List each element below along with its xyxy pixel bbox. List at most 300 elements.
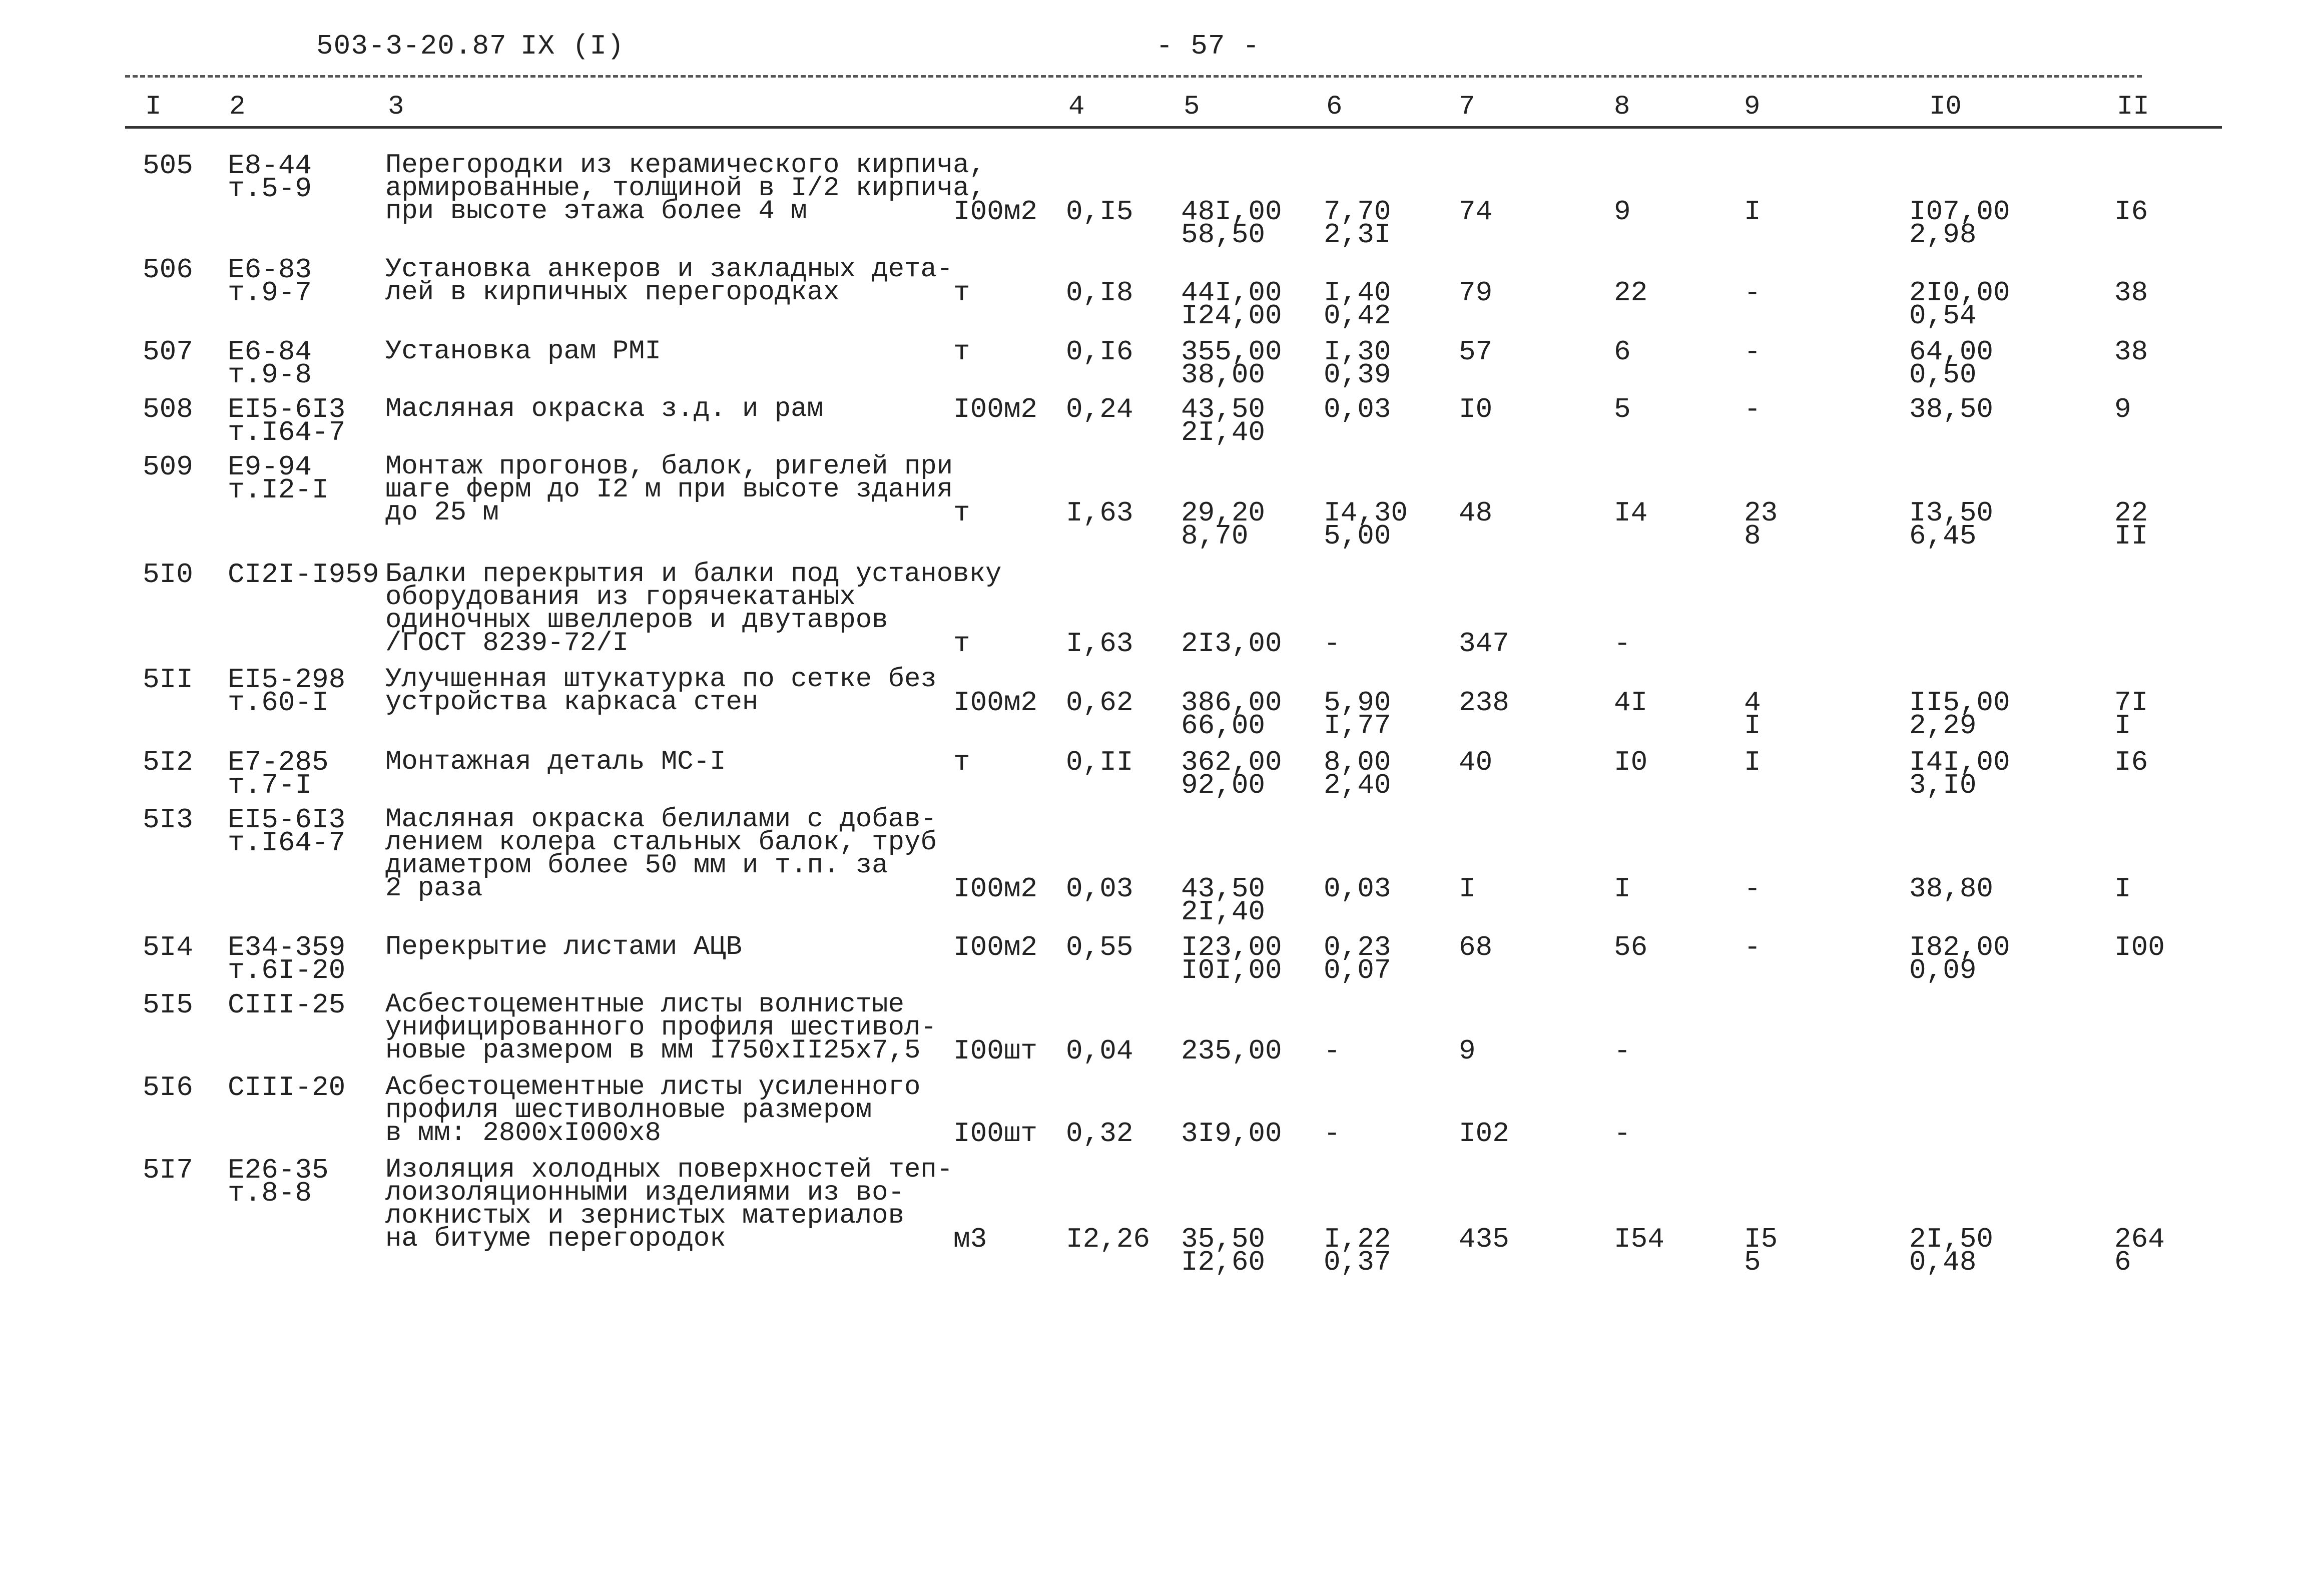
col-header-2: 2 (229, 92, 246, 122)
norm-code-line: т.I2-I (228, 474, 329, 506)
work-description-line: локнистых и зернистых материалов (385, 1201, 904, 1231)
work-description (385, 451, 953, 528)
col6-value-line: I,30 (1324, 336, 1391, 368)
col10-value (1909, 336, 1994, 391)
col11-value (2114, 931, 2165, 963)
norm-code-line: EI5-6I3 (228, 393, 346, 425)
col6-value (1324, 1035, 1341, 1067)
norm-code (228, 989, 346, 1021)
work-description (385, 989, 937, 1066)
col10-value-line: 0,09 (1909, 954, 1977, 986)
col9-value-line: I (1744, 196, 1761, 228)
col10-value-line: I3,50 (1909, 497, 1994, 529)
work-description-line: /ГОСТ 8239-72/I (385, 628, 629, 659)
col8-value: I54 (1614, 1223, 1664, 1255)
col5-value-line: 3I9,00 (1181, 1118, 1282, 1150)
col10-value-line: 2I,50 (1909, 1223, 1994, 1255)
col5-value-line: 29,20 (1181, 497, 1266, 529)
col7-value: I02 (1459, 1118, 1509, 1150)
section-label: IX (I) (520, 30, 625, 62)
col5-value-line: 43,50 (1181, 393, 1266, 425)
unit: т (953, 497, 970, 529)
col10-value-line: 38,50 (1909, 393, 1994, 425)
row-number: 5II (143, 664, 193, 696)
work-description-line: до 25 м (385, 497, 499, 528)
work-description (385, 336, 661, 367)
work-description-line: Асбестоцементные листы волнистые (385, 989, 904, 1020)
work-description-line: Масляная окраска белилами с добав- (385, 804, 937, 835)
work-description (385, 254, 953, 308)
col6-value-line: 0,37 (1324, 1246, 1391, 1278)
norm-code-line: E7-285 (228, 746, 329, 778)
norm-code-line: EI5-298 (228, 664, 346, 696)
col9-value (1744, 931, 1761, 963)
norm-code (228, 336, 312, 391)
col5-value-line: 38,00 (1181, 359, 1266, 391)
row-number: 509 (143, 451, 193, 483)
norm-code (228, 1072, 346, 1104)
col9-value (1744, 746, 1761, 778)
col10-value-line: 0,54 (1909, 300, 1977, 332)
col6-value (1324, 628, 1341, 660)
col11-value-line: 6 (2114, 1246, 2131, 1278)
work-description-line: оборудования из горячекатаных (385, 582, 856, 613)
work-description-line: диаметром более 50 мм и т.п. за (385, 850, 888, 881)
col9-value (1744, 687, 1761, 742)
work-description-line: Установка анкеров и закладных дета- (385, 254, 953, 285)
work-description-line: Монтаж прогонов, балок, ригелей при (385, 451, 953, 482)
norm-code-line: т.8-8 (228, 1177, 312, 1209)
quantity: 0,03 (1066, 873, 1133, 905)
col7-value: 68 (1459, 931, 1493, 963)
quantity: 0,24 (1066, 393, 1133, 425)
col-header-11: II (2117, 92, 2149, 122)
col11-value-line: 9 (2114, 393, 2131, 425)
unit: I00шт (953, 1035, 1038, 1067)
col8-value: 56 (1614, 931, 1648, 963)
col10-value (1909, 687, 2010, 742)
col5-value-line: 92,00 (1181, 769, 1266, 801)
col6-value-line: 7,70 (1324, 196, 1391, 228)
col5-value-line: 58,50 (1181, 219, 1266, 251)
col5-value-line: 35,50 (1181, 1223, 1266, 1255)
col9-value-line: - (1744, 277, 1761, 309)
row-number: 507 (143, 336, 193, 368)
col9-value (1744, 1223, 1778, 1278)
col5-value-line: 43,50 (1181, 873, 1266, 905)
col8-value: I0 (1614, 746, 1648, 778)
col5-value (1181, 746, 1282, 801)
row-number: 508 (143, 393, 193, 425)
col5-value-line: 2I,40 (1181, 896, 1266, 928)
col6-value-line: 5,90 (1324, 687, 1391, 719)
col6-value (1324, 687, 1391, 742)
quantity: 0,62 (1066, 687, 1133, 719)
norm-code-line: EI5-6I3 (228, 804, 346, 836)
page-number: - 57 - (1156, 30, 1260, 62)
col5-value (1181, 1035, 1282, 1067)
col5-value-line: 2I3,00 (1181, 628, 1282, 660)
col6-value-line: 0,07 (1324, 954, 1391, 986)
col11-value-line: I (2114, 873, 2131, 905)
col7-value: 40 (1459, 746, 1493, 778)
col7-value: 9 (1459, 1035, 1476, 1067)
unit: I00м2 (953, 687, 1038, 719)
work-description-line: унифицированного профиля шестивол- (385, 1012, 937, 1043)
col11-value-line: I00 (2114, 931, 2165, 963)
header-bottom-rule (125, 126, 2222, 129)
col11-value (2114, 196, 2148, 228)
col10-value-line: II5,00 (1909, 687, 2010, 719)
quantity: 0,II (1066, 746, 1133, 778)
col5-value-line: I24,00 (1181, 300, 1282, 332)
quantity: 0,I6 (1066, 336, 1133, 368)
col5-value (1181, 687, 1282, 742)
work-description-line: лением колера стальных балок, труб (385, 827, 937, 858)
col6-value-line: - (1324, 1118, 1341, 1150)
quantity: 0,04 (1066, 1035, 1133, 1067)
col10-value-line: I82,00 (1909, 931, 2010, 963)
col6-value-line: 0,03 (1324, 873, 1391, 905)
norm-code-line: E34-359 (228, 931, 346, 963)
norm-code-line: т.5-9 (228, 173, 312, 205)
col5-value-line: 386,00 (1181, 687, 1282, 719)
norm-code (228, 804, 346, 859)
col5-value-line: 8,70 (1181, 520, 1249, 552)
col8-value: 4I (1614, 687, 1648, 719)
work-description-line: Перегородки из керамического кирпича, (385, 150, 985, 181)
col6-value (1324, 1223, 1391, 1278)
norm-code-line: т.I64-7 (228, 827, 346, 859)
row-number: 5I5 (143, 989, 193, 1021)
row-number: 505 (143, 150, 193, 182)
col8-value: - (1614, 1035, 1631, 1067)
col7-value: 74 (1459, 196, 1493, 228)
quantity: I2,26 (1066, 1223, 1150, 1255)
norm-code (228, 150, 312, 205)
col6-value-line: 5,00 (1324, 520, 1391, 552)
col10-value (1909, 1223, 1994, 1278)
work-description-line: Асбестоцементные листы усиленного (385, 1072, 921, 1103)
unit: I00м2 (953, 873, 1038, 905)
col5-value-line: 362,00 (1181, 746, 1282, 778)
col6-value (1324, 873, 1391, 905)
col5-value-line: 48I,00 (1181, 196, 1282, 228)
unit: т (953, 277, 970, 309)
col5-value (1181, 931, 1282, 986)
col9-value-line: 5 (1744, 1246, 1761, 1278)
work-description (385, 559, 1002, 660)
unit: I00шт (953, 1118, 1038, 1150)
col10-value-line: 6,45 (1909, 520, 1977, 552)
row-number: 5I6 (143, 1072, 193, 1104)
work-description-line: Улучшенная штукатурка по сетке без (385, 664, 937, 695)
norm-code-line: т.7-I (228, 769, 312, 801)
col7-value: I0 (1459, 393, 1493, 425)
unit: I00м2 (953, 393, 1038, 425)
quantity: 0,I8 (1066, 277, 1133, 309)
col11-value-line: 7I (2114, 687, 2148, 719)
col9-value-line: I (1744, 746, 1761, 778)
col6-value (1324, 1118, 1341, 1150)
col6-value-line: 8,00 (1324, 746, 1391, 778)
quantity: 0,I5 (1066, 196, 1133, 228)
norm-code-line: E26-35 (228, 1154, 329, 1186)
col9-value-line: 23 (1744, 497, 1778, 529)
col9-value (1744, 336, 1761, 368)
col11-value-line: II (2114, 520, 2148, 552)
col11-value-line: I6 (2114, 746, 2148, 778)
col5-value-line: I2,60 (1181, 1246, 1266, 1278)
col6-value (1324, 196, 1391, 251)
col6-value-line: 2,3I (1324, 219, 1391, 251)
col9-value (1744, 873, 1761, 905)
work-description-line: 2 раза (385, 873, 483, 904)
norm-code-line: т.I64-7 (228, 416, 346, 448)
col5-value-line: 66,00 (1181, 710, 1266, 742)
unit: м3 (953, 1223, 987, 1255)
row-number: 5I3 (143, 804, 193, 836)
col5-value (1181, 336, 1282, 391)
col6-value-line: - (1324, 1035, 1341, 1067)
col6-value-line: 0,39 (1324, 359, 1391, 391)
work-description (385, 394, 823, 424)
col8-value: 22 (1614, 277, 1648, 309)
unit: т (953, 336, 970, 368)
col11-value-line: 22 (2114, 497, 2148, 529)
col7-value: 347 (1459, 628, 1509, 660)
col6-value-line: 0,42 (1324, 300, 1391, 332)
col11-value (2114, 1223, 2165, 1278)
col10-value (1909, 497, 1994, 552)
col10-value-line: I07,00 (1909, 196, 2010, 228)
col9-value-line: - (1744, 393, 1761, 425)
work-description (385, 932, 742, 962)
col7-value: 238 (1459, 687, 1509, 719)
col5-value (1181, 1223, 1266, 1278)
col5-value (1181, 497, 1266, 552)
row-number: 506 (143, 254, 193, 286)
norm-code (228, 1154, 329, 1209)
col-header-5: 5 (1184, 92, 1200, 122)
col5-value (1181, 277, 1282, 332)
header-top-rule (125, 75, 2142, 78)
col9-value-line: - (1744, 336, 1761, 368)
col11-value (2114, 277, 2148, 309)
unit: I00м2 (953, 931, 1038, 963)
work-description-line: на битуме перегородок (385, 1224, 726, 1254)
work-description (385, 747, 726, 777)
col7-value: 57 (1459, 336, 1493, 368)
norm-code (228, 451, 329, 506)
col7-value: 79 (1459, 277, 1493, 309)
col-header-3: 3 (388, 92, 404, 122)
col5-value (1181, 393, 1266, 448)
work-description-line: лоизоляционными изделиями из во- (385, 1178, 904, 1208)
work-description-line: Перекрытие листами АЦВ (385, 932, 742, 962)
norm-code (228, 746, 329, 801)
work-description-line: лей в кирпичных перегородках (385, 277, 840, 308)
col-header-10: I0 (1929, 92, 1962, 122)
col7-value: 48 (1459, 497, 1493, 529)
col-header-9: 9 (1744, 92, 1761, 122)
col9-value-line: 8 (1744, 520, 1761, 552)
col8-value: I4 (1614, 497, 1648, 529)
col8-value: 6 (1614, 336, 1631, 368)
col9-value (1744, 196, 1761, 228)
work-description-line: Масляная окраска з.д. и рам (385, 394, 823, 424)
col8-value: - (1614, 628, 1631, 660)
norm-code-line: E9-94 (228, 451, 312, 483)
col9-value (1744, 277, 1761, 309)
col11-value-line: I (2114, 710, 2131, 742)
norm-code-line: т.60-I (228, 687, 329, 719)
col7-value: I (1459, 873, 1476, 905)
col6-value-line: 0,23 (1324, 931, 1391, 963)
col10-value (1909, 873, 1994, 905)
col11-value (2114, 687, 2148, 742)
col11-value (2114, 746, 2148, 778)
col6-value (1324, 931, 1391, 986)
work-description-line: в мм: 2800xI000x8 (385, 1118, 661, 1149)
unit: I00м2 (953, 196, 1038, 228)
quantity: 0,55 (1066, 931, 1133, 963)
norm-code (228, 931, 346, 986)
col8-value: 9 (1614, 196, 1631, 228)
work-description (385, 150, 985, 227)
col9-value (1744, 497, 1778, 552)
col6-value (1324, 393, 1391, 425)
col10-value (1909, 393, 1994, 425)
col7-value: 435 (1459, 1223, 1509, 1255)
col9-value-line: - (1744, 873, 1761, 905)
work-description-line: устройства каркаса стен (385, 687, 759, 718)
col6-value-line: 0,03 (1324, 393, 1391, 425)
col10-value-line: 2,29 (1909, 710, 1977, 742)
col5-value-line: 2I,40 (1181, 416, 1266, 448)
col10-value-line: 2,98 (1909, 219, 1977, 251)
work-description-line: профиля шестиволновые размером (385, 1095, 872, 1126)
work-description (385, 1155, 953, 1254)
unit: т (953, 628, 970, 660)
norm-code (228, 393, 346, 448)
row-number: 5I2 (143, 746, 193, 778)
norm-code-line: E6-83 (228, 254, 312, 286)
work-description-line: при высоте этажа более 4 м (385, 196, 807, 227)
col11-value (2114, 336, 2148, 368)
col5-value-line: 235,00 (1181, 1035, 1282, 1067)
norm-code-line: т.6I-20 (228, 954, 346, 986)
col6-value-line: I,40 (1324, 277, 1391, 309)
col5-value (1181, 196, 1282, 251)
col11-value-line: I6 (2114, 196, 2148, 228)
col11-value (2114, 873, 2131, 905)
col10-value (1909, 931, 2010, 986)
col-header-7: 7 (1459, 92, 1475, 122)
quantity: I,63 (1066, 497, 1133, 529)
col10-value (1909, 277, 2010, 332)
col5-value-line: 355,00 (1181, 336, 1282, 368)
unit: т (953, 746, 970, 778)
col6-value-line: I,22 (1324, 1223, 1391, 1255)
col10-value-line: 0,48 (1909, 1246, 1977, 1278)
col10-value-line: I4I,00 (1909, 746, 2010, 778)
col11-value-line: 38 (2114, 277, 2148, 309)
norm-code-line: CI2I-I959 (228, 559, 379, 591)
norm-code (228, 559, 379, 591)
col6-value (1324, 497, 1408, 552)
work-description-line: шаге ферм до I2 м при высоте здания (385, 474, 953, 505)
col9-value-line: - (1744, 931, 1761, 963)
work-description-line: Установка рам РМI (385, 336, 661, 367)
col-header-4: 4 (1068, 92, 1085, 122)
col10-value-line: 2I0,00 (1909, 277, 2010, 309)
norm-code (228, 664, 346, 719)
row-number: 5I0 (143, 559, 193, 591)
col8-value: - (1614, 1118, 1631, 1150)
norm-code-line: CIII-20 (228, 1072, 346, 1104)
col-header-1: I (145, 92, 162, 122)
work-description-line: одиночных швеллеров и двутавров (385, 605, 888, 636)
col5-value-line: I23,00 (1181, 931, 1282, 963)
work-description (385, 804, 937, 904)
col6-value-line: I4,30 (1324, 497, 1408, 529)
col10-value-line: 38,80 (1909, 873, 1994, 905)
col6-value-line: - (1324, 628, 1341, 660)
col6-value (1324, 336, 1391, 391)
col9-value (1744, 393, 1761, 425)
col10-value-line: 0,50 (1909, 359, 1977, 391)
work-description-line: новые размером в мм I750xII25x7,5 (385, 1035, 921, 1066)
col6-value (1324, 746, 1391, 801)
work-description-line: армированные, толщиной в I/2 кирпича, (385, 173, 985, 204)
col10-value (1909, 746, 2010, 801)
norm-code-line: E6-84 (228, 336, 312, 368)
col10-value-line: 3,I0 (1909, 769, 1977, 801)
col11-value-line: 264 (2114, 1223, 2165, 1255)
col6-value (1324, 277, 1391, 332)
quantity: I,63 (1066, 628, 1133, 660)
col6-value-line: I,77 (1324, 710, 1391, 742)
norm-code-line: CIII-25 (228, 989, 346, 1021)
col10-value-line: 64,00 (1909, 336, 1994, 368)
col11-value-line: 38 (2114, 336, 2148, 368)
col9-value-line: 4 (1744, 687, 1761, 719)
work-description-line: Изоляция холодных поверхностей теп- (385, 1155, 953, 1185)
col5-value (1181, 1118, 1282, 1150)
col9-value-line: I (1744, 710, 1761, 742)
col5-value-line: 44I,00 (1181, 277, 1282, 309)
quantity: 0,32 (1066, 1118, 1133, 1150)
norm-code-line: т.9-7 (228, 277, 312, 309)
col5-value-line: I0I,00 (1181, 954, 1282, 986)
work-description (385, 664, 937, 718)
col6-value-line: 2,40 (1324, 769, 1391, 801)
col10-value (1909, 196, 2010, 251)
norm-code-line: т.9-8 (228, 359, 312, 391)
row-number: 5I4 (143, 931, 193, 963)
norm-code (228, 254, 312, 309)
col-header-6: 6 (1326, 92, 1343, 122)
norm-code-line: E8-44 (228, 150, 312, 182)
col8-value: 5 (1614, 393, 1631, 425)
col8-value: I (1614, 873, 1631, 905)
row-number: 5I7 (143, 1154, 193, 1186)
col11-value (2114, 497, 2148, 552)
document-code: 503-3-20.87 (316, 30, 507, 62)
col5-value (1181, 628, 1282, 660)
col11-value (2114, 393, 2131, 425)
